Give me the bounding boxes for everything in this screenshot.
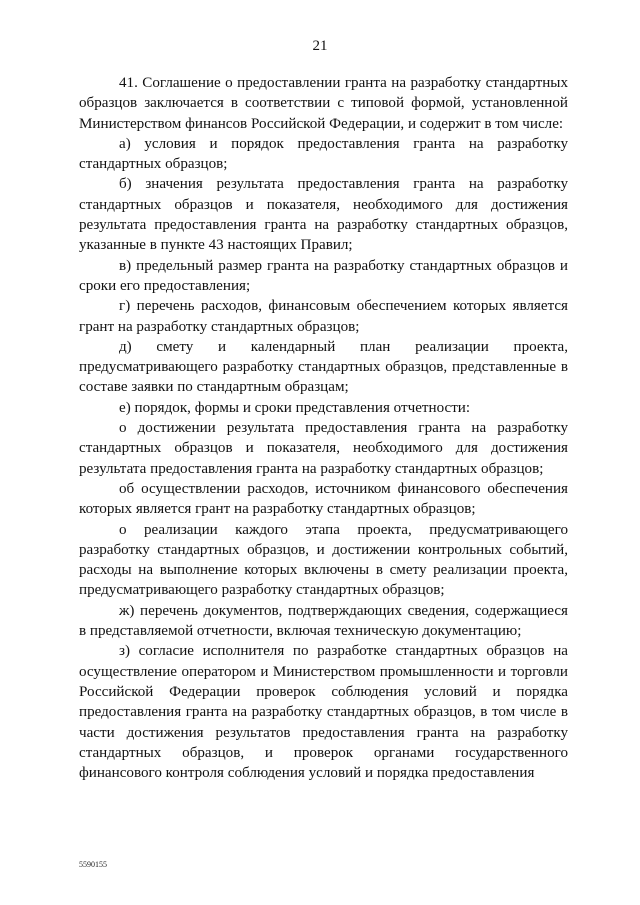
paragraph-g: г) перечень расходов, финансовым обеспечением которых является грант на разработку стандартных образцов; [79, 298, 568, 335]
paragraph-e-2: об осуществлении расходов, источником финансового обеспечения которых является грант на разработку стандартных образцов; [79, 480, 568, 518]
document-code: 5590155 [79, 860, 107, 869]
paragraph-zh: ж) перечень документов, подтверждающих сведения, содержащиеся в представляемой отчетности, включая техническую документацию; [79, 602, 568, 640]
paragraph-e-1: о достижении результата предоставления гранта на разработку стандартных образцов и показателя, необходимого для достижения результата предоставления гранта на разработку стандартных образцов; [79, 420, 568, 477]
paragraph-z: з) согласие исполнителя по разработке стандартных образцов на осуществление оператором и Министерством промышленности и торговли Российской Федерации проверок соблюдения условий и порядка предоставления гранта на разработку стандартных образцов, в том числе в части достижения результатов предоставления гранта на разработку стандартных образцов, и проверок органами государственного финансового контроля соблюдения условий и порядка предоставления [79, 643, 568, 782]
document-body [79, 73, 568, 783]
paragraph-v: в) предельный размер гранта на разработку стандартных образцов и сроки его предоставления; [79, 257, 568, 294]
paragraph-b: б) значения результата предоставления гранта на разработку стандартных образцов и показателя, необходимого для достижения результата предоставления гранта на разработку стандартных образцов, указанные в пункте 43 настоящих Правил; [79, 176, 568, 254]
page-number: 21 [312, 38, 328, 54]
paragraph-41: 41. Соглашение о предоставлении гранта на разработку стандартных образцов заключается в соответствии с типовой формой, установленной Министерством финансов Российской Федерации, и содержит в том числе: [79, 75, 568, 132]
paragraph-e-3: о реализации каждого этапа проекта, предусматривающего разработку стандартных образцов, и достижении контрольных событий, расходы на выполнение которых включены в смету реализации проекта, предусматривающего разработку стандартных образцов; [79, 521, 568, 599]
paragraph-e: е) порядок, формы и сроки представления отчетности: [119, 399, 471, 416]
paragraph-d: д) смету и календарный план реализации проекта, предусматривающего разработку стандартных образцов, представленные в составе заявки по стандартным образцам; [79, 338, 568, 396]
paragraph-a: а) условия и порядок предоставления гранта на разработку стандартных образцов; [79, 135, 568, 173]
